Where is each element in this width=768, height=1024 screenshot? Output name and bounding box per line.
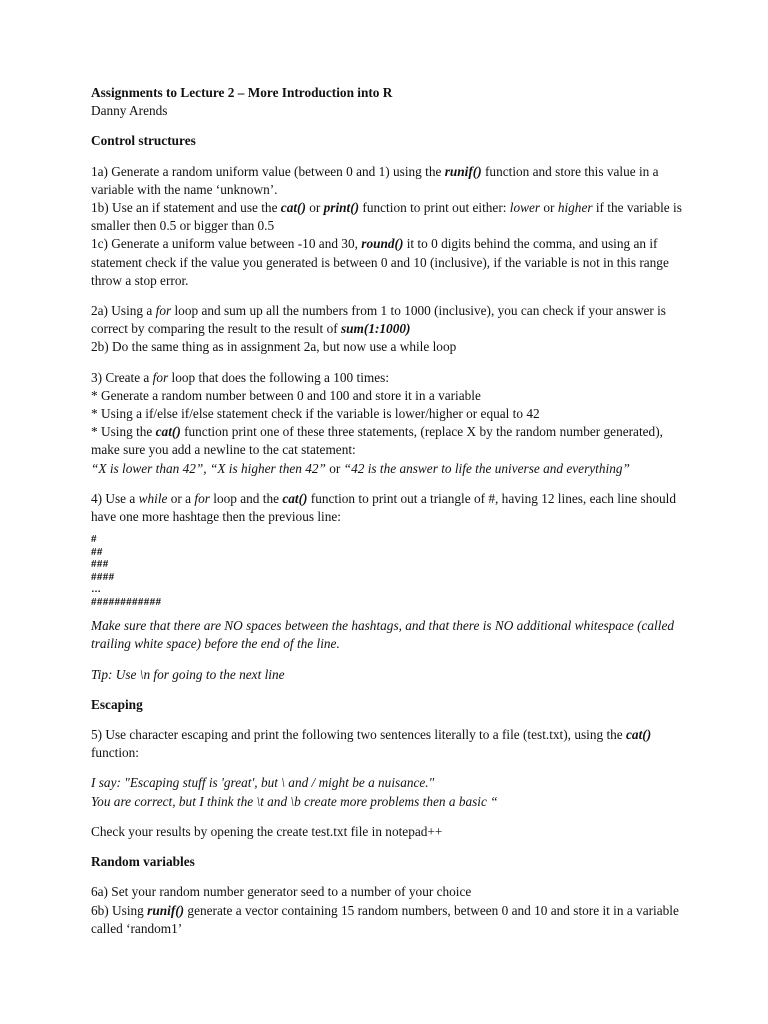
question-1b: 1b) Use an if statement and use the cat() or print() function to print out either: lower or higher if the variable is smaller then 0.5 or bigger than 0.5 xyxy=(91,200,686,234)
question-3-step-1: * Generate a random number between 0 and 100 and store it in a variable xyxy=(91,387,481,403)
triangle-line: # xyxy=(91,534,97,546)
escape-sentence-2: You are correct, but I think the \t and \b create more problems then a basic “ xyxy=(91,793,498,809)
triangle-line: #### xyxy=(91,571,115,583)
question-3-statements: “X is lower than 42”, “X is higher then 42” or “42 is the answer to life the universe and everything” xyxy=(91,460,630,476)
escape-sentence-1: I say: "Escaping stuff is 'great', but \ and / might be a nuisance." xyxy=(91,775,435,791)
question-4-note: Make sure that there are NO spaces between the hashtags, and that there is NO additional whitespace (called trailing white space) before the end of the line. xyxy=(91,618,674,652)
question-3: 3) Create a for loop that does the following a 100 times: xyxy=(91,369,390,385)
triangle-line: ### xyxy=(91,559,109,571)
question-5: 5) Use character escaping and print the following two sentences literally to a file (test.txt), using the cat() function: xyxy=(91,727,655,761)
heading-escaping: Escaping xyxy=(91,696,143,712)
question-1a: 1a) Generate a random uniform value (between 0 and 1) using the runif() function and store this value in a variable with the name ‘unknown’. xyxy=(91,163,662,197)
question-4-tip: Tip: Use \n for going to the next line xyxy=(91,666,285,682)
hashtag-triangle xyxy=(91,534,691,609)
question-5-check: Check your results by opening the create test.txt file in notepad++ xyxy=(91,823,443,839)
question-3-step-3: * Using the cat() function print one of these three statements, (replace X by the random number generated), make sure you add a newline to the cat statement: xyxy=(91,424,667,458)
heading-random-variables: Random variables xyxy=(91,854,195,870)
question-4: 4) Use a while or a for loop and the cat() function to print out a triangle of #, having 12 lines, each line should have one more hashtage then the previous line: xyxy=(91,490,680,525)
question-6a: 6a) Set your random number generator seed to a number of your choice xyxy=(91,884,472,900)
document-title: Assignments to Lecture 2 – More Introduction into R xyxy=(91,85,393,100)
document-author: Danny Arends xyxy=(91,103,168,119)
question-2b: 2b) Do the same thing as in assignment 2a, but now use a while loop xyxy=(91,339,457,355)
document-page xyxy=(91,84,691,938)
triangle-line: ############ xyxy=(91,596,162,608)
question-2a: 2a) Using a for loop and sum up all the numbers from 1 to 1000 (inclusive), you can check if your answer is correct by comparing the result to the result of sum(1:1000) xyxy=(91,303,670,337)
question-6b: 6b) Using runif() generate a vector containing 15 random numbers, between 0 and 10 and store it in a variable called ‘random1’ xyxy=(91,902,683,936)
question-1c: 1c) Generate a uniform value between -10 and 30, round() it to 0 digits behind the comma, and using an if statement check if the value you generated is between 0 and 10 (inclusive), if the variable is not in this range throw a stop error. xyxy=(91,236,673,288)
triangle-line: ## xyxy=(91,546,103,558)
question-3-step-2: * Using a if/else if/else statement check if the variable is lower/higher or equal to 42 xyxy=(91,406,540,422)
heading-control-structures: Control structures xyxy=(91,133,196,149)
triangle-line: … xyxy=(91,584,102,596)
